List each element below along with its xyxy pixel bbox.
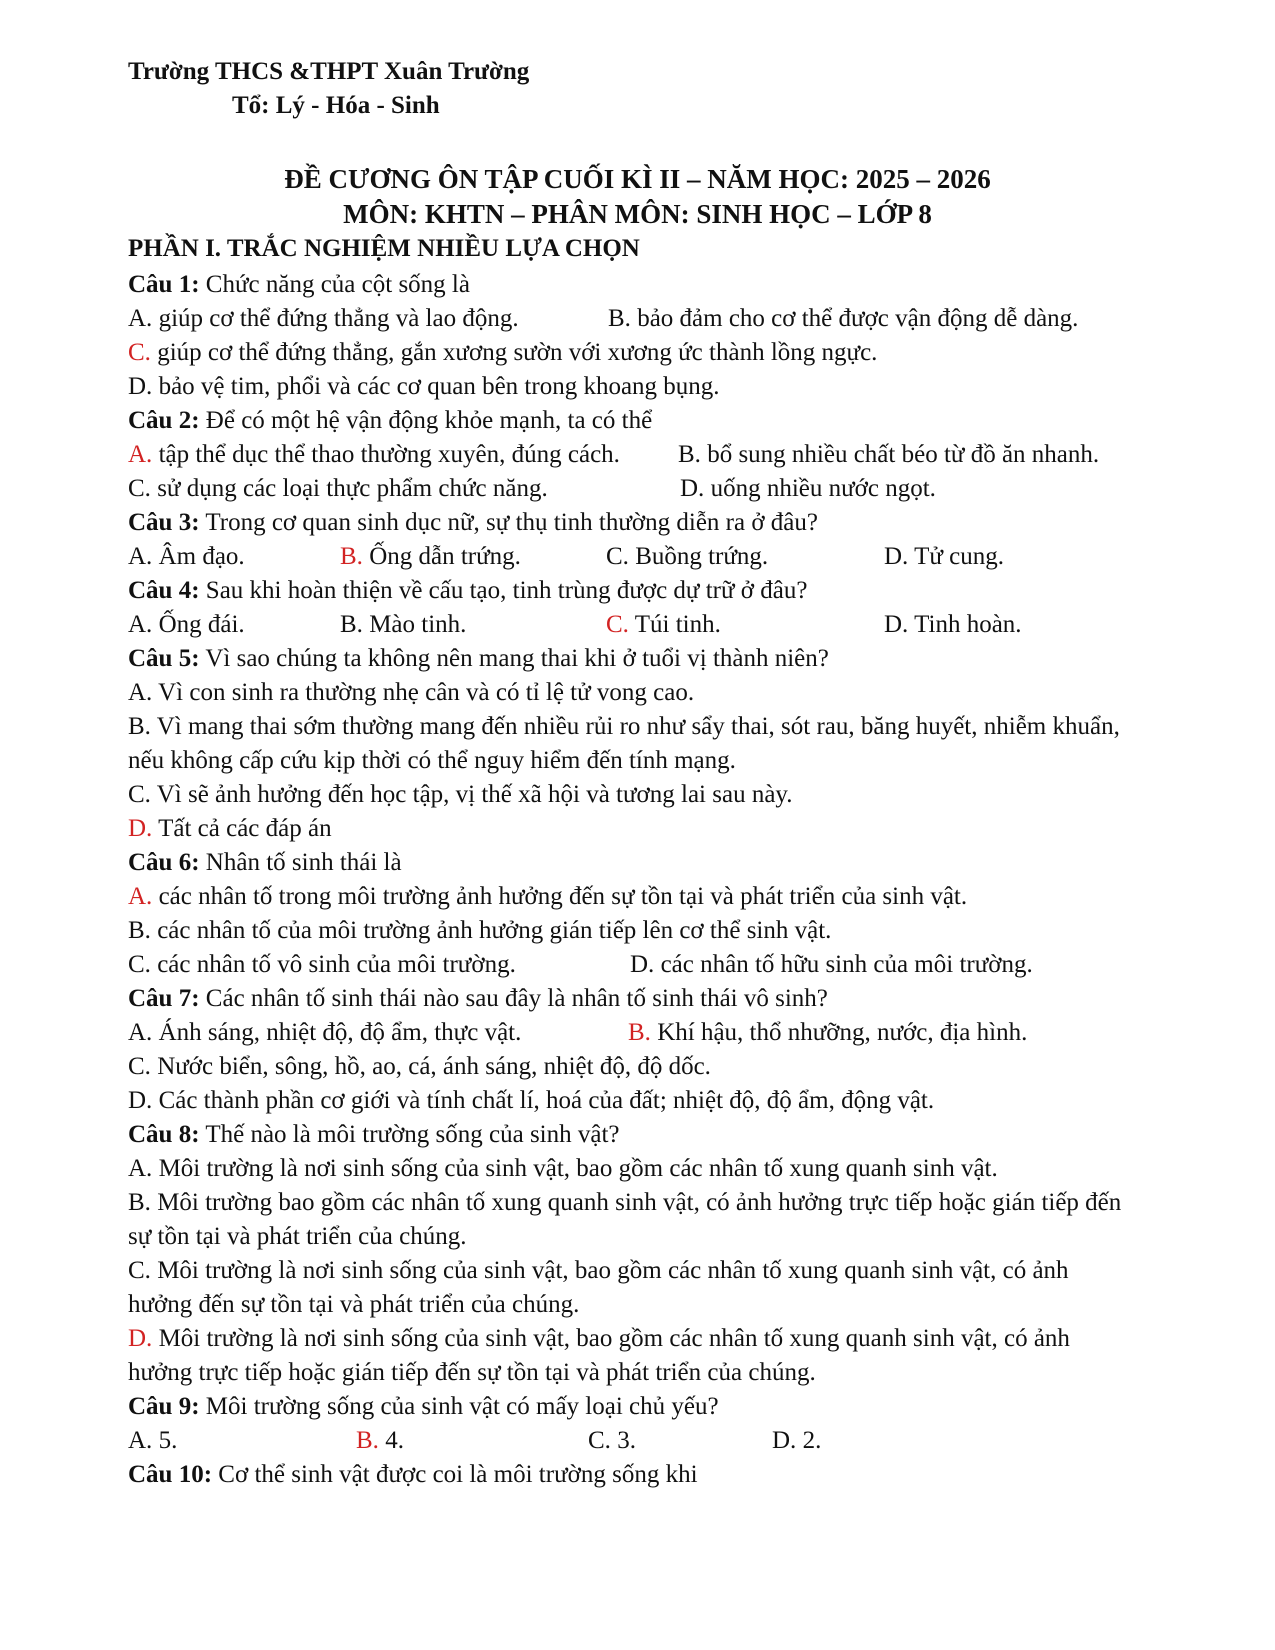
document-title: ĐỀ CƯƠNG ÔN TẬP CUỐI KÌ II – NĂM HỌC: 2025 – 2026 [284,164,991,194]
option-letter: A. [128,1427,153,1454]
question-label: Câu 6: [128,849,200,876]
option-text: các nhân tố vô sinh của môi trường. [150,951,516,978]
question-label: Câu 8: [128,1121,200,1148]
correct-answer-letter: B. [340,543,363,570]
option-text: Ống dẫn trứng. [362,543,521,570]
option-c [128,1254,1069,1288]
option-a [128,438,620,472]
option-text: Ánh sáng, nhiệt độ, độ ẩm, thực vật. [152,1019,522,1046]
option-text: 3. [610,1427,636,1454]
option-letter: D. [772,1427,797,1454]
option-letter: A. [128,1155,153,1182]
option-text: Vì sẽ ảnh hưởng đến học tập, vị thế xã hội và tương lai sau này. [150,781,793,808]
option-letter: C. [128,1053,151,1080]
question-4 [128,574,807,608]
option-text: tập thể dục thể thao thường xuyên, đúng cách. [152,441,620,468]
option-letter: D. [680,475,705,502]
correct-answer-letter: A. [128,883,153,910]
question-label: Câu 1: [128,271,200,298]
option-b [356,1424,404,1458]
option-b [340,540,521,574]
option-letter: A. [128,611,153,638]
option-c [128,336,877,370]
question-label: Câu 9: [128,1393,200,1420]
option-d [884,608,1022,642]
option-d-continued: hưởng trực tiếp hoặc gián tiếp đến sự tồn tại và phát triển của chúng. [128,1359,816,1386]
option-text: giúp cơ thể đứng thẳng, gắn xương sườn với xương ức thành lồng ngực. [150,339,878,366]
option-b-continued: nếu không cấp cứu kịp thời có thể nguy hiểm đến tính mạng. [128,747,736,774]
option-letter: B. [340,611,363,638]
option-letter: C. [128,781,151,808]
option-text: bổ sung nhiều chất béo từ đồ ăn nhanh. [700,441,1100,468]
option-letter: D. [884,611,909,638]
option-a [128,302,519,336]
option-letter: A. [128,543,153,570]
question-label: Câu 2: [128,407,200,434]
option-a [128,1152,998,1186]
option-a [128,608,245,642]
option-text: Buồng trứng. [628,543,769,570]
option-text: Khí hậu, thổ nhưỡng, nước, địa hình. [650,1019,1028,1046]
question-9 [128,1390,719,1424]
question-text: Môi trường sống của sinh vật có mấy loại chủ yếu? [199,1393,719,1420]
option-text: 2. [796,1427,822,1454]
option-c [606,540,768,574]
option-d [128,1322,1070,1356]
question-text: Thế nào là môi trường sống của sinh vật? [199,1121,620,1148]
option-d [680,472,936,506]
option-text: Các thành phần cơ giới và tính chất lí, hoá của đất; nhiệt độ, độ ẩm, động vật. [152,1087,935,1114]
option-letter: D. [128,1087,153,1114]
option-d [128,1084,934,1118]
question-10 [128,1458,698,1492]
option-a [128,880,967,914]
option-letter: C. [128,951,151,978]
option-b [678,438,1099,472]
option-text: bảo đảm cho cơ thể được vận động dễ dàng. [630,305,1079,332]
option-a [128,540,245,574]
option-c [128,1050,711,1084]
question-text: Vì sao chúng ta không nên mang thai khi ở tuổi vị thành niên? [199,645,829,672]
department-name: Tổ: Lý - Hóa - Sinh [232,92,440,119]
option-letter: B. [128,1189,151,1216]
correct-answer-letter: A. [128,441,153,468]
question-label: Câu 3: [128,509,200,536]
option-text: Môi trường là nơi sinh sống của sinh vật, bao gồm các nhân tố xung quanh sinh vật. [152,1155,998,1182]
option-a [128,676,694,710]
option-text: Tinh hoàn. [908,611,1022,638]
option-b [128,1186,1121,1220]
option-text: sử dụng các loại thực phẩm chức năng. [150,475,548,502]
option-text: bảo vệ tim, phổi và các cơ quan bên trong khoang bụng. [152,373,720,400]
option-letter: C. [606,543,629,570]
option-text: Mào tinh. [362,611,467,638]
question-3 [128,506,818,540]
option-letter: C. [588,1427,611,1454]
question-6 [128,846,402,880]
question-text: Sau khi hoàn thiện về cấu tạo, tinh trùng được dự trữ ở đâu? [199,577,808,604]
option-text: Vì mang thai sớm thường mang đến nhiều rủi ro như sẩy thai, sót rau, băng huyết, nhiễm khuẩn, [150,713,1120,740]
question-1 [128,268,470,302]
option-d [128,812,332,846]
option-text: Nước biển, sông, hồ, ao, cá, ánh sáng, nhiệt độ, độ dốc. [150,1053,711,1080]
option-text: 4. [378,1427,404,1454]
option-text: Vì con sinh ra thường nhẹ cân và có tỉ lệ tử vong cao. [152,679,695,706]
option-text: Môi trường là nơi sinh sống của sinh vật, bao gồm các nhân tố xung quanh sinh vật, có ảnh [150,1257,1069,1284]
question-7 [128,982,828,1016]
question-text: Chức năng của cột sống là [199,271,470,298]
question-2 [128,404,652,438]
option-letter: D. [128,373,153,400]
option-c [128,472,548,506]
question-text: Nhân tố sinh thái là [199,849,402,876]
option-letter: D. [630,951,655,978]
correct-answer-letter: B. [356,1427,379,1454]
question-text: Để có một hệ vận động khỏe mạnh, ta có thể [199,407,653,434]
option-b [628,1016,1027,1050]
option-text: Môi trường bao gồm các nhân tố xung quanh sinh vật, có ảnh hưởng trực tiếp hoặc gián tiếp đến [150,1189,1122,1216]
option-c [606,608,721,642]
option-d [630,948,1033,982]
option-letter: C. [128,475,151,502]
option-text: Tất cả các đáp án [152,815,332,842]
option-b [128,914,831,948]
question-text: Trong cơ quan sinh dục nữ, sự thụ tinh thường diễn ra ở đâu? [199,509,819,536]
option-text: Âm đạo. [152,543,245,570]
option-letter: B. [128,713,151,740]
correct-answer-letter: D. [128,815,153,842]
option-text: Túi tinh. [628,611,721,638]
option-c [588,1424,636,1458]
option-letter: B. [678,441,701,468]
option-text: uống nhiều nước ngọt. [704,475,936,502]
option-b [340,608,466,642]
option-text: Môi trường là nơi sinh sống của sinh vật, bao gồm các nhân tố xung quanh sinh vật, có ảnh [152,1325,1070,1352]
option-letter: A. [128,679,153,706]
section-heading: PHẦN I. TRẮC NGHIỆM NHIỀU LỰA CHỌN [128,235,640,262]
option-a [128,1424,177,1458]
option-text: Ống đái. [152,611,245,638]
question-text: Các nhân tố sinh thái nào sau đây là nhân tố sinh thái vô sinh? [199,985,828,1012]
option-b-continued: sự tồn tại và phát triển của chúng. [128,1223,467,1250]
question-label: Câu 5: [128,645,200,672]
option-letter: B. [608,305,631,332]
option-text: các nhân tố của môi trường ảnh hưởng gián tiếp lên cơ thể sinh vật. [150,917,832,944]
option-text: giúp cơ thể đứng thẳng và lao động. [152,305,519,332]
option-letter: A. [128,1019,153,1046]
school-name: Trường THCS &THPT Xuân Trường [128,58,530,85]
option-letter: C. [128,1257,151,1284]
question-label: Câu 7: [128,985,200,1012]
option-text: 5. [152,1427,178,1454]
document-subtitle: MÔN: KHTN – PHÂN MÔN: SINH HỌC – LỚP 8 [343,199,932,229]
option-letter: D. [884,543,909,570]
option-letter: B. [128,917,151,944]
option-d [128,370,720,404]
correct-answer-letter: D. [128,1325,153,1352]
correct-answer-letter: B. [628,1019,651,1046]
option-b [128,710,1120,744]
question-label: Câu 4: [128,577,200,604]
question-8 [128,1118,620,1152]
option-d [772,1424,821,1458]
option-b [608,302,1078,336]
option-c [128,948,516,982]
question-label: Câu 10: [128,1461,213,1488]
option-text: các nhân tố hữu sinh của môi trường. [654,951,1033,978]
question-text: Cơ thể sinh vật được coi là môi trường sống khi [212,1461,698,1488]
correct-answer-letter: C. [606,611,629,638]
option-a [128,1016,521,1050]
option-d [884,540,1004,574]
option-text: các nhân tố trong môi trường ảnh hưởng đến sự tồn tại và phát triển của sinh vật. [152,883,968,910]
correct-answer-letter: C. [128,339,151,366]
option-c [128,778,793,812]
option-c-continued: hưởng đến sự tồn tại và phát triển của chúng. [128,1291,580,1318]
option-text: Tử cung. [908,543,1005,570]
option-letter: A. [128,305,153,332]
question-5 [128,642,829,676]
